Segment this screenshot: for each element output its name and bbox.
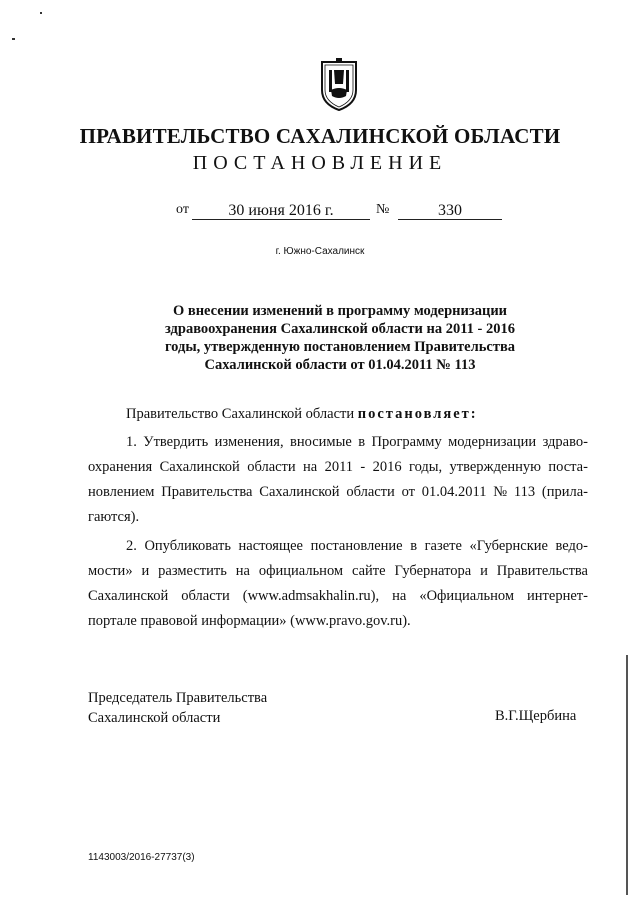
document-type: ПОСТАНОВЛЕНИЕ (192, 152, 448, 174)
intro-text: Правительство Сахалинской области (126, 406, 355, 422)
item-2-paragraph (88, 534, 588, 634)
number-label: № (376, 202, 390, 217)
scan-speck (40, 12, 42, 14)
government-title: ПРАВИТЕЛЬСТВО САХАЛИНСКОЙ ОБЛАСТИ (79, 124, 561, 148)
signatory-title-line: Сахалинской области (88, 710, 221, 726)
signatory-name: В.Г.Щербина (495, 708, 577, 724)
signatory-title-line: Председатель Правительства (88, 690, 268, 706)
paragraph-line: гаются). (88, 509, 140, 525)
number-value: 330 (398, 202, 502, 220)
paragraph-line: 1. Утвердить изменения, вносимые в Программу модернизации здраво- (126, 434, 588, 450)
decree-subject (140, 302, 540, 374)
paragraph-line: новлением Правительства Сахалинской области от 01.04.2011 № 113 (прила- (88, 484, 588, 500)
paragraph-line: мости» и разместить на официальном сайте Губернатора и Правительства (88, 563, 588, 579)
paragraph-line: охранения Сахалинской области на 2011 - 2016 годы, утвержденную поста- (88, 459, 588, 475)
date-label: от (176, 202, 189, 217)
item-1-paragraph (88, 430, 588, 530)
document-code: 1143003/2016-27737(3) (88, 852, 195, 863)
subject-line: годы, утвержденную постановлением Правительства (164, 339, 516, 355)
subject-line: здравоохранения Сахалинской области на 2011 - 2016 (164, 321, 516, 337)
coat-of-arms-emblem (316, 56, 362, 112)
date-value: 30 июня 2016 г. (192, 202, 370, 220)
scan-edge-mark (626, 655, 628, 895)
city-name: г. Южно-Сахалинск (275, 246, 365, 257)
intro-paragraph (126, 406, 478, 423)
intro-verb: постановляет: (357, 406, 478, 422)
subject-line: О внесении изменений в программу модернизации (172, 303, 508, 319)
paragraph-line: Сахалинской области (www.admsakhalin.ru), на «Официальном интернет- (88, 588, 588, 604)
signatory-title (88, 688, 267, 728)
subject-line: Сахалинской области от 01.04.2011 № 113 (204, 357, 476, 373)
scan-speck (12, 38, 15, 40)
paragraph-line: 2. Опубликовать настоящее постановление в газете «Губернские ведо- (126, 538, 588, 554)
paragraph-line: портале правовой информации» (www.pravo.gov.ru). (88, 613, 411, 629)
